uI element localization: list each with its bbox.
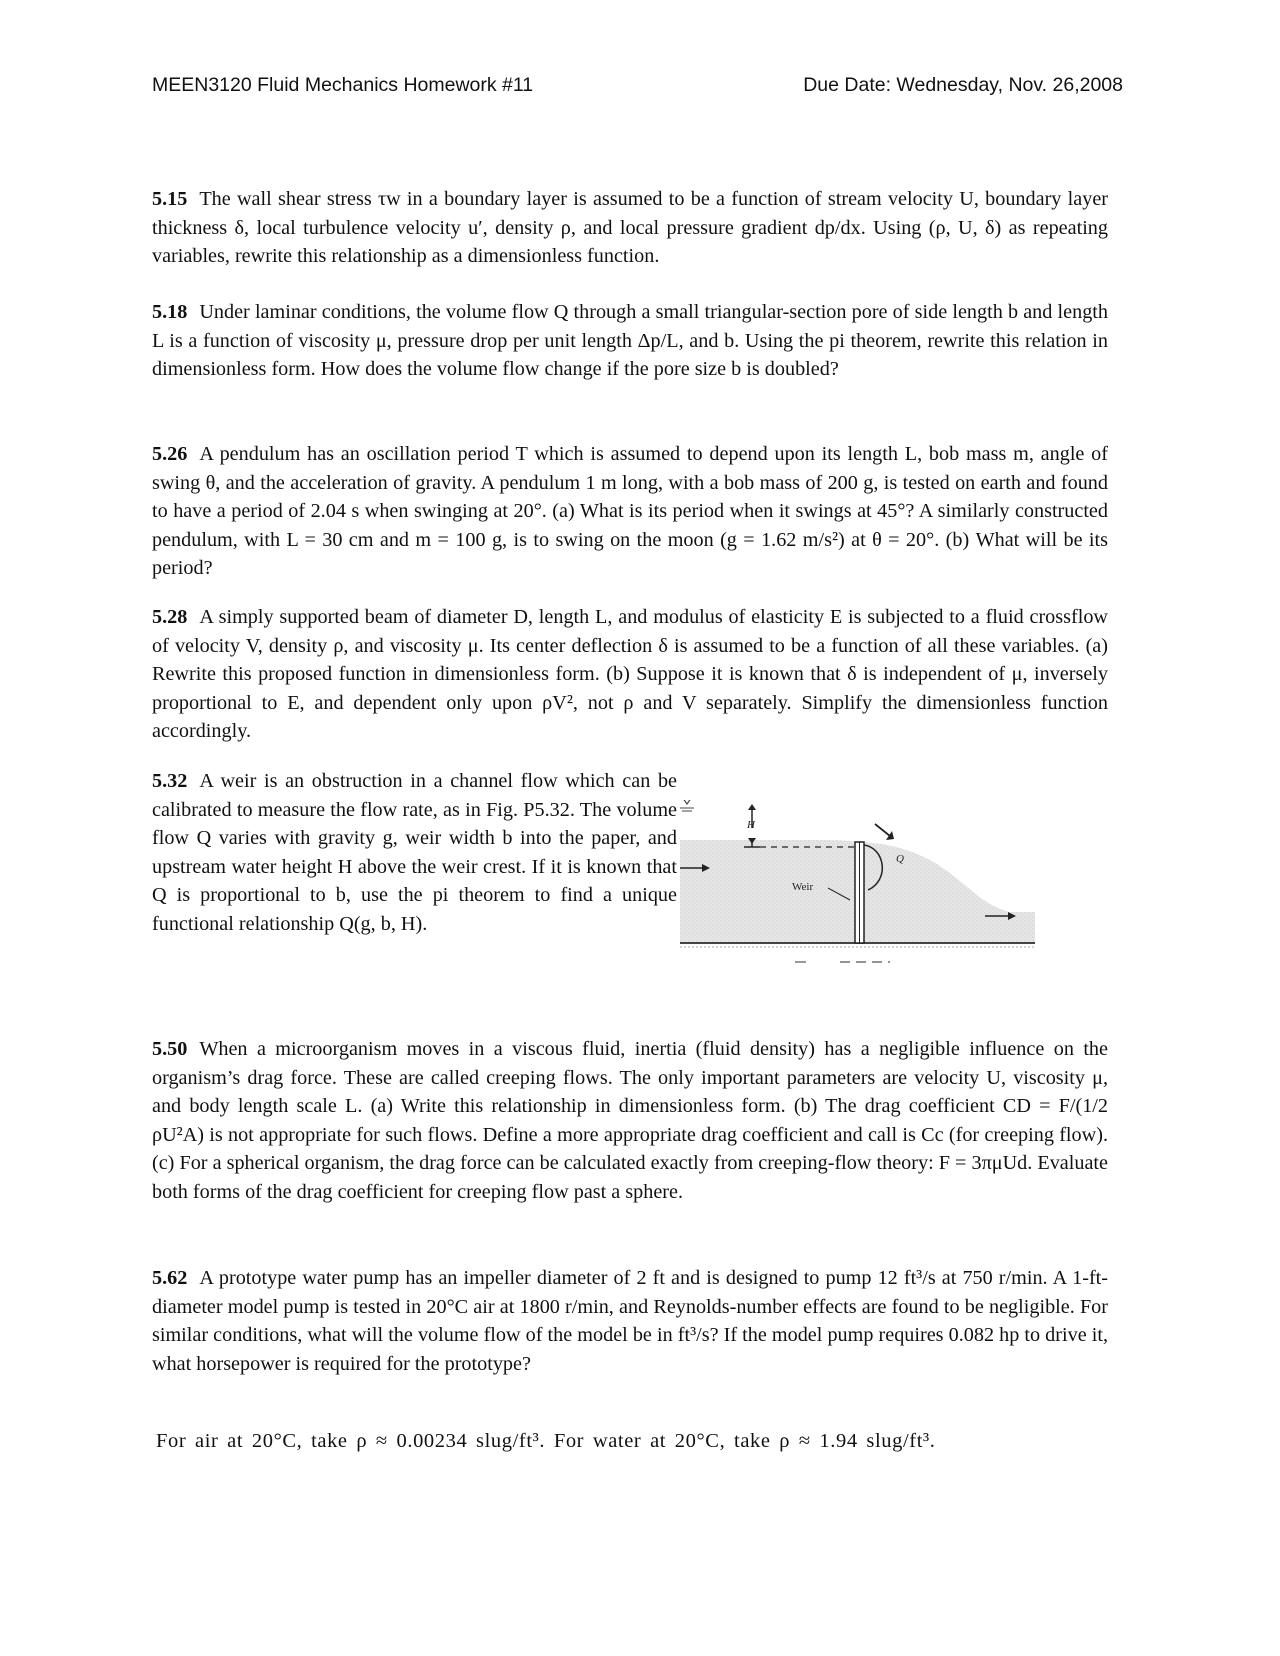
problem-number: 5.50 [152,1038,188,1060]
problem-5-26 [152,440,1108,583]
label-q: Q [896,853,904,865]
problem-5-15 [152,185,1108,271]
property-note: For air at 20°C, take ρ ≈ 0.00234 slug/ft³. For water at 20°C, take ρ ≈ 1.94 slug/ft³. [156,1430,936,1452]
problem-text: A prototype water pump has an impeller diameter of 2 ft and is designed to pump 12 ft³/s at 750 r/min. A 1-ft-diameter model pump is tested in 20°C air at 1800 r/min, and Reynolds-number effects are found to be negligible. For similar conditions, what will the volume flow of the model be in ft³/s? If the model pump requires 0.082 hp to drive it, what horsepower is required for the prototype? [152,1267,1108,1375]
problem-number: 5.32 [152,770,188,792]
problem-5-18 [152,298,1108,384]
label-weir: Weir [792,881,814,893]
problem-text: When a microorganism moves in a viscous fluid, inertia (fluid density) has a negligible influence on the organism’s drag force. These are called creeping flows. The only important parameters are velocity U, viscosity μ, and body length scale L. (a) Write this relationship in dimensionless form. (b) The drag coefficient CD = F/(1/2 ρU²A) is not appropriate for such flows. Define a more appropriate drag coefficient and call is Cc (for creeping flow). (c) For a spherical organism, the drag force can be calculated exactly from creeping-flow theory: F = 3πμUd. Evaluate both forms of the drag coefficient for creeping flow past a sphere. [152,1038,1108,1203]
problem-text: Under laminar conditions, the volume flow Q through a small triangular-section pore of side length b and length L is a function of viscosity μ, pressure drop per unit length Δp/L, and b. Using the pi theorem, rewrite this relation in dimensionless form. How does the volume flow change if the pore size b is doubled? [152,301,1108,381]
problem-number: 5.18 [152,301,188,323]
weir-figure [680,800,1080,1005]
problem-5-62 [152,1264,1108,1378]
problem-text: A weir is an obstruction in a channel flow which can be calibrated to measure the flow rate, as in Fig. P5.32. The volume flow Q varies with gravity g, weir width b into the paper, and upstream water height H above the weir crest. If it is known that Q is proportional to b, use the pi theorem to find a unique functional relationship Q(g, b, H). [152,770,677,935]
free-surface-symbol [680,800,694,804]
problem-text: A simply supported beam of diameter D, length L, and modulus of elasticity E is subjected to a fluid crossflow of velocity V, density ρ, and viscosity μ. Its center deflection δ is assumed to be a function of all these variables. (a) Rewrite this proposed function in dimensionless form. (b) Suppose it is known that δ is independent of μ, inversely proportional to E, and dependent only upon ρV², not ρ and V separately. Simplify the dimensionless function accordingly. [152,606,1108,743]
problem-5-32 [152,767,677,939]
problem-number: 5.15 [152,188,188,210]
problem-text: The wall shear stress τw in a boundary layer is assumed to be a function of stream velocity U, boundary layer thickness δ, local turbulence velocity u′, density ρ, and local pressure gradient dp/dx. Using (ρ, U, δ) as repeating variables, rewrite this relationship as a dimensionless function. [152,188,1108,268]
due-date: Due Date: Wednesday, Nov. 26,2008 [803,74,1123,96]
problem-number: 5.28 [152,606,188,628]
label-h: H [747,819,755,831]
problem-5-28 [152,603,1108,746]
problem-number: 5.62 [152,1267,188,1289]
problem-5-50 [152,1035,1108,1207]
course-title: MEEN3120 Fluid Mechanics Homework #11 [152,74,534,96]
problem-number: 5.26 [152,443,188,465]
weir-diagram [680,800,1080,1005]
problem-text: A pendulum has an oscillation period T which is assumed to depend upon its length L, bob mass m, angle of swing θ, and the acceleration of gravity. A pendulum 1 m long, with a bob mass of 200 g, is tested on earth and found to have a period of 2.04 s when swinging at 20°. (a) What is its period when it swings at 45°? A similarly constructed pendulum, with L = 30 cm and m = 100 g, is to swing on the moon (g = 1.62 m/s²) at θ = 20°. (b) What will be its period? [152,443,1108,580]
